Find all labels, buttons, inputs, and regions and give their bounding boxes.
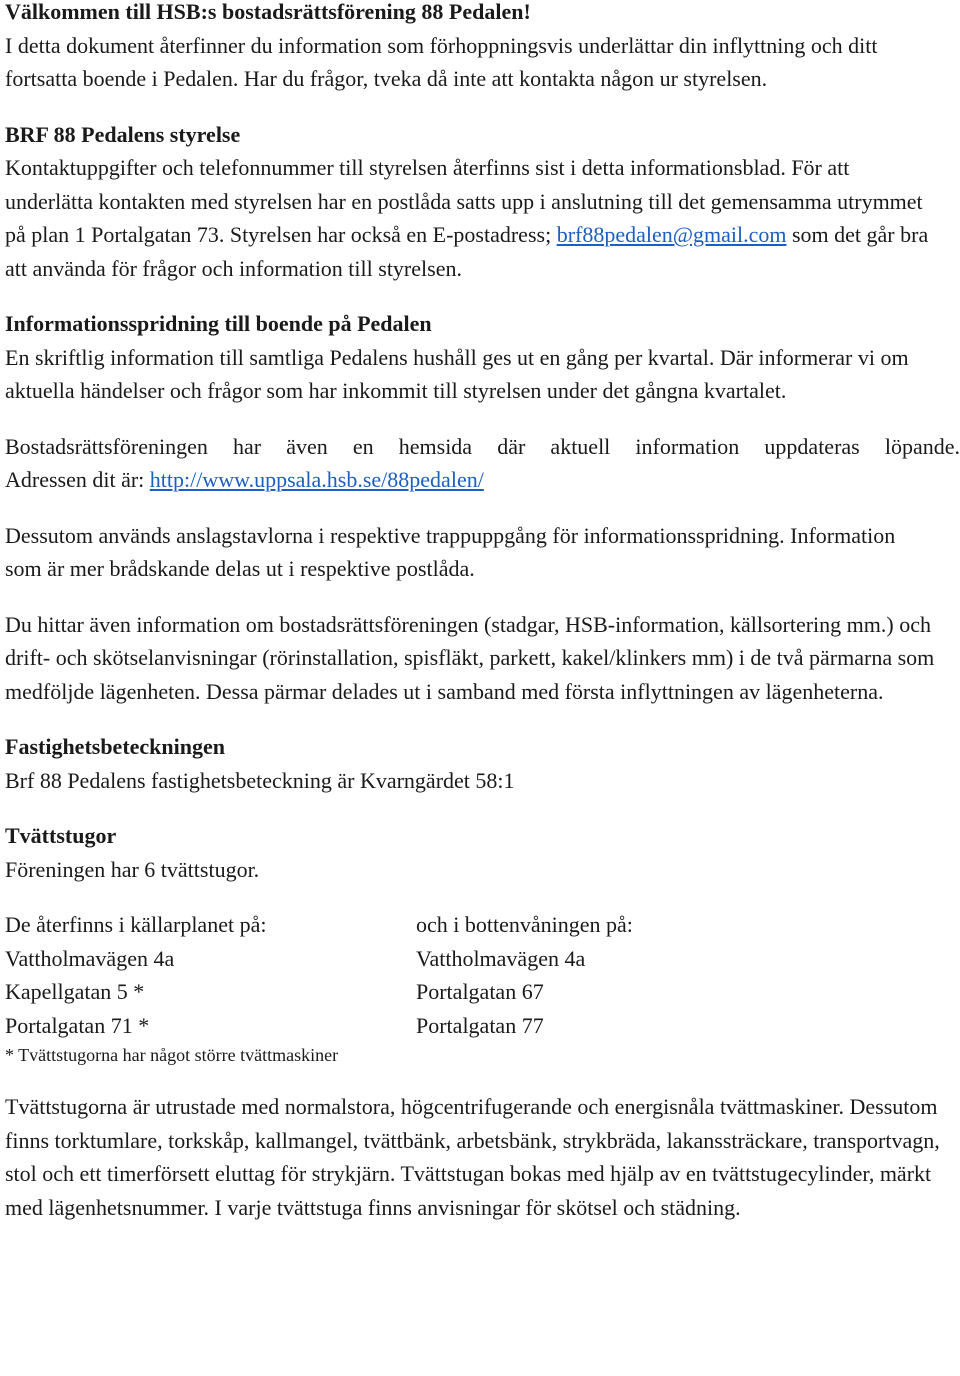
welcome-title: Välkommen till HSB:s bostadsrättsförening 88 Pedalen! xyxy=(5,0,531,24)
info-website-intro: Bostadsrättsföreningen har även en hemsida där aktuell information uppdateras löpande. xyxy=(5,433,960,459)
info-website-prefix: Adressen dit är: xyxy=(5,467,150,492)
ground-label: och i bottenvåningen på: xyxy=(416,912,633,937)
ground-item: Portalgatan 77 xyxy=(416,1012,544,1038)
basement-item: Portalgatan 71 * xyxy=(5,1012,150,1038)
info-paragraph-1: En skriftlig information till samtliga Pedalens hushåll ges ut en gång per kvartal. Där informerar vi om aktuella händelser och frågor som har inkommit till styrelsen under det gångna kvartalet. xyxy=(5,344,909,403)
info-paragraph-4: Du hittar även information om bostadsrättsföreningen (stadgar, HSB-information, källsortering mm.) och drift- och skötselanvisningar (rörinstallation, spisfläkt, parkett, kakel/klinkers mm) i de två pärmarna som medföljde lägenheten. Dessa pärmar delades ut i samband med första inflyttningen av lägenheterna. xyxy=(5,611,935,704)
basement-label: De återfinns i källarplanet på: xyxy=(5,912,267,937)
board-paragraph xyxy=(5,151,930,285)
board-text: Kontaktuppgifter och telefonnummer till styrelsen återfinns sist i detta informationsblad. För att underlätta kontakten med styrelsen har en postlåda satts upp i anslutning till det gemensamma utrymmet på plan 1 Portalgatan 73. Styrelsen har också en E-postadress; xyxy=(5,155,923,247)
info-paragraph-3: Dessutom används anslagstavlorna i respektive trappuppgång för informationsspridning. Information som är mer brådskande delas ut i respektive postlåda. xyxy=(5,522,896,581)
laundry-footnote: * Tvättstugorna har något större tvättmaskiner xyxy=(5,1045,339,1065)
website-link[interactable]: http://www.uppsala.hsb.se/88pedalen/ xyxy=(149,467,484,492)
document-page xyxy=(5,0,960,1224)
welcome-intro: I detta dokument återfinner du information som förhoppningsvis underlättar din inflyttning och ditt fortsatta boende i Pedalen. Har du frågor, tveka då inte att kontakta någon ur styrelsen. xyxy=(5,32,878,91)
basement-item: Kapellgatan 5 * xyxy=(5,979,145,1004)
board-heading: BRF 88 Pedalens styrelse xyxy=(5,121,241,147)
property-text: Brf 88 Pedalens fastighetsbeteckning är Kvarngärdet 58:1 xyxy=(5,767,515,793)
basement-item: Vattholmavägen 4a xyxy=(5,945,175,971)
laundry-equipment: Tvättstugorna är utrustade med normalstora, högcentrifugerande och energisnåla tvättmaskiner. Dessutom finns torktumlare, torkskåp, kallmangel, tvättbänk, arbetsbänk, strykbräda, lakanssträckare, transportvagn, stol och ett timerförsett eluttag för strykjärn. Tvättstugan bokas med hjälp av en tvättstugecylinder, märkt med lägenhetsnummer. I varje tvättstuga finns anvisningar för skötsel och städning. xyxy=(5,1094,940,1220)
info-paragraph-2 xyxy=(5,430,960,497)
board-text-after: som det går bra att använda för frågor och information till styrelsen. xyxy=(5,222,929,281)
ground-floor-column xyxy=(416,908,836,1042)
ground-item: Vattholmavägen 4a xyxy=(416,945,586,971)
laundry-heading: Tvättstugor xyxy=(5,823,117,848)
property-heading: Fastighetsbeteckningen xyxy=(5,734,225,759)
laundry-count: Föreningen har 6 tvättstugor. xyxy=(5,856,260,882)
info-heading: Informationsspridning till boende på Pedalen xyxy=(5,311,432,336)
ground-item: Portalgatan 67 xyxy=(416,979,544,1004)
laundry-locations xyxy=(5,908,960,1042)
basement-column xyxy=(5,908,416,1042)
board-email-link[interactable]: brf88pedalen@gmail.com xyxy=(556,222,787,247)
